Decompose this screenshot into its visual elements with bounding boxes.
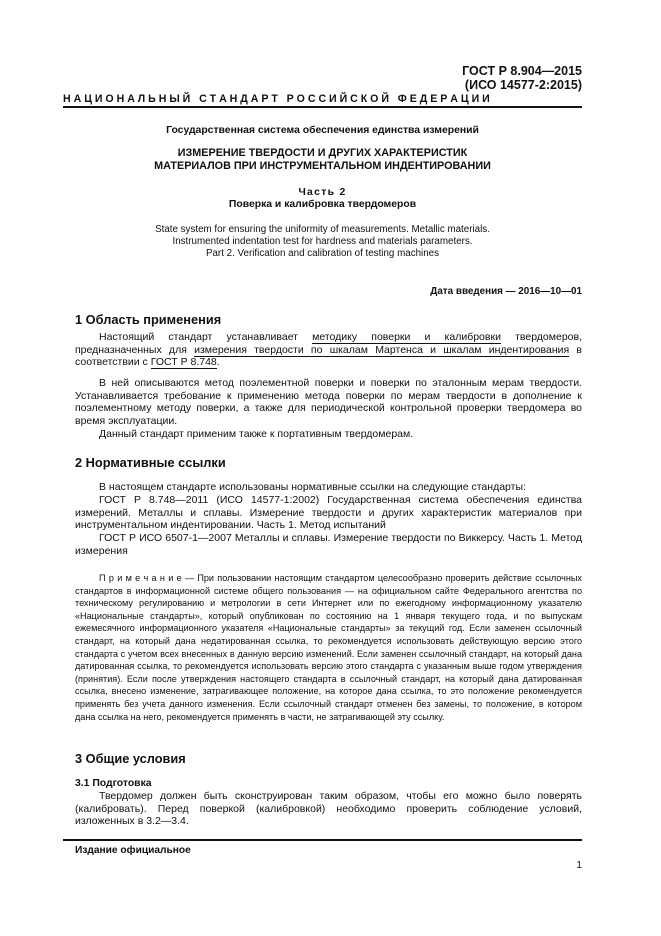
section-1-paragraph-3: Данный стандарт применим также к портативным твердомерам. — [99, 428, 414, 440]
section-3-heading: 3 Общие условия — [75, 751, 186, 766]
footer-rule — [63, 839, 582, 841]
section-2-paragraph-1: В настоящем стандарте использованы нормативные ссылки на следующие стандарты: — [99, 481, 526, 493]
section-1-heading: 1 Область применения — [75, 312, 222, 327]
standard-banner: Н А Ц И О Н А Л Ь Н Ы Й С Т А Н Д А Р Т Р О С С И Й С К О Й Ф Е Д Е Р А Ц И И — [63, 93, 490, 105]
note-text: — При пользовании настоящим стандартом целесообразно проверить действие ссылочных стандартов в информационной системе общего пользования — на официальном сайте Федерального агентства по техническому регулированию и метрологии в сети Интернет или по ежегодному информационному указателю «Национальные стандарты», который опубликован по состоянию на 1 января текущего года, и по выпускам ежемесячного информационного указателя «Национальные стандарты» за текущий год. Если заменен ссылочный стандарт, на который дана недатированная ссылка, то рекомендуется использовать действующую версию этого стандарта с учетом всех внесенных в данную версию изменений. Если заменен ссылочный стандарт, на который дана датированная ссылка, то рекомендуется использовать версию этого стандарта с указанным выше годом утверждения (принятия). Если после утверждения настоящего стандарта в ссылочный стандарт, на который дана датированная ссылка, внесено изменение, затрагивающее положение, на которое дана ссылка, то это положение рекомендуется применять без учета данного изменения. Если ссылочный стандарт отменен без замены, то положение, в котором дана ссылка на него, рекомендуется применять в части, не затрагивающей эту ссылку. — [75, 573, 582, 722]
s1-text-c: в соответствии с — [75, 343, 582, 369]
s1-text-d: . — [216, 356, 220, 369]
section-3-paragraph-1: Твердомер должен быть сконструирован таким образом, чтобы его можно было поверять (калибровать). Перед поверкой (калибровкой) необходимо проверить соблюдение условий, изложенных в 3.2—3.4. — [75, 790, 582, 828]
introduction-date: Дата введения — 2016—10—01 — [430, 286, 582, 297]
s1-text-b: твердомеров, предназначенных для — [75, 331, 582, 356]
link-hardness-measurement[interactable]: измерения твердости по шкалам Мартенса и шкалам индентирования — [194, 343, 570, 356]
gost-number: ГОСТ Р 8.904—2015 — [462, 64, 582, 78]
s1-text-a: Настоящий стандарт устанавливает — [99, 331, 313, 343]
system-title: Государственная система обеспечения единства измерений — [166, 125, 479, 136]
subsection-3-1-heading: 3.1 Подготовка — [75, 778, 152, 789]
header-rule — [63, 106, 582, 108]
section-2-reference-2: ГОСТ Р ИСО 6507-1—2007 Металлы и сплавы. Измерение твердости по Виккерсу. Часть 1. Метод измерения — [75, 532, 582, 557]
section-1-paragraph-1 — [75, 331, 582, 369]
note-label: П р и м е ч а н и е — [99, 573, 182, 583]
english-title-line-2: Instrumented indentation test for hardness and materials parameters. — [172, 236, 473, 247]
official-edition-label: Издание официальное — [75, 845, 191, 856]
link-verification-method[interactable]: методику поверки и калибровки — [312, 331, 501, 343]
english-title-line-1: State system for ensuring the uniformity of measurements. Metallic materials. — [155, 224, 490, 235]
main-title-line-2: МАТЕРИАЛОВ ПРИ ИНСТРУМЕНТАЛЬНОМ ИНДЕНТИРОВАНИИ — [154, 160, 491, 172]
section-2-heading: 2 Нормативные ссылки — [75, 455, 226, 470]
section-2-note — [75, 572, 582, 723]
iso-number: (ИСО 14577-2:2015) — [464, 78, 582, 92]
section-2-reference-1: ГОСТ Р 8.748—2011 (ИСО 14577-1:2002) Государственная система обеспечения единства измерений. Металлы и сплавы. Измерение твердости и других характеристик материалов при инструментальном индентировании. Часть 1. Метод испытаний — [75, 494, 582, 532]
page-number: 1 — [576, 860, 582, 871]
main-title-line-1: ИЗМЕРЕНИЕ ТВЕРДОСТИ И ДРУГИХ ХАРАКТЕРИСТИК — [177, 147, 468, 159]
link-gost-8-748[interactable]: ГОСТ Р 8.748 — [150, 356, 217, 369]
section-1-paragraph-2: В ней описываются метод поэлементной поверки и поверки по эталонным мерам твердости. Устанавливается требование к применению метода поверки по мерам твердости в дополнение к поэлементному методу поверки, а также для периодической контрольной проверки твердомера во время эксплуатации. — [75, 377, 582, 427]
part-title: Поверка и калибровка твердомеров — [228, 199, 417, 210]
english-title-line-3: Part 2. Verification and calibration of testing machines — [205, 248, 440, 259]
part-number: Часть 2 — [298, 187, 347, 198]
